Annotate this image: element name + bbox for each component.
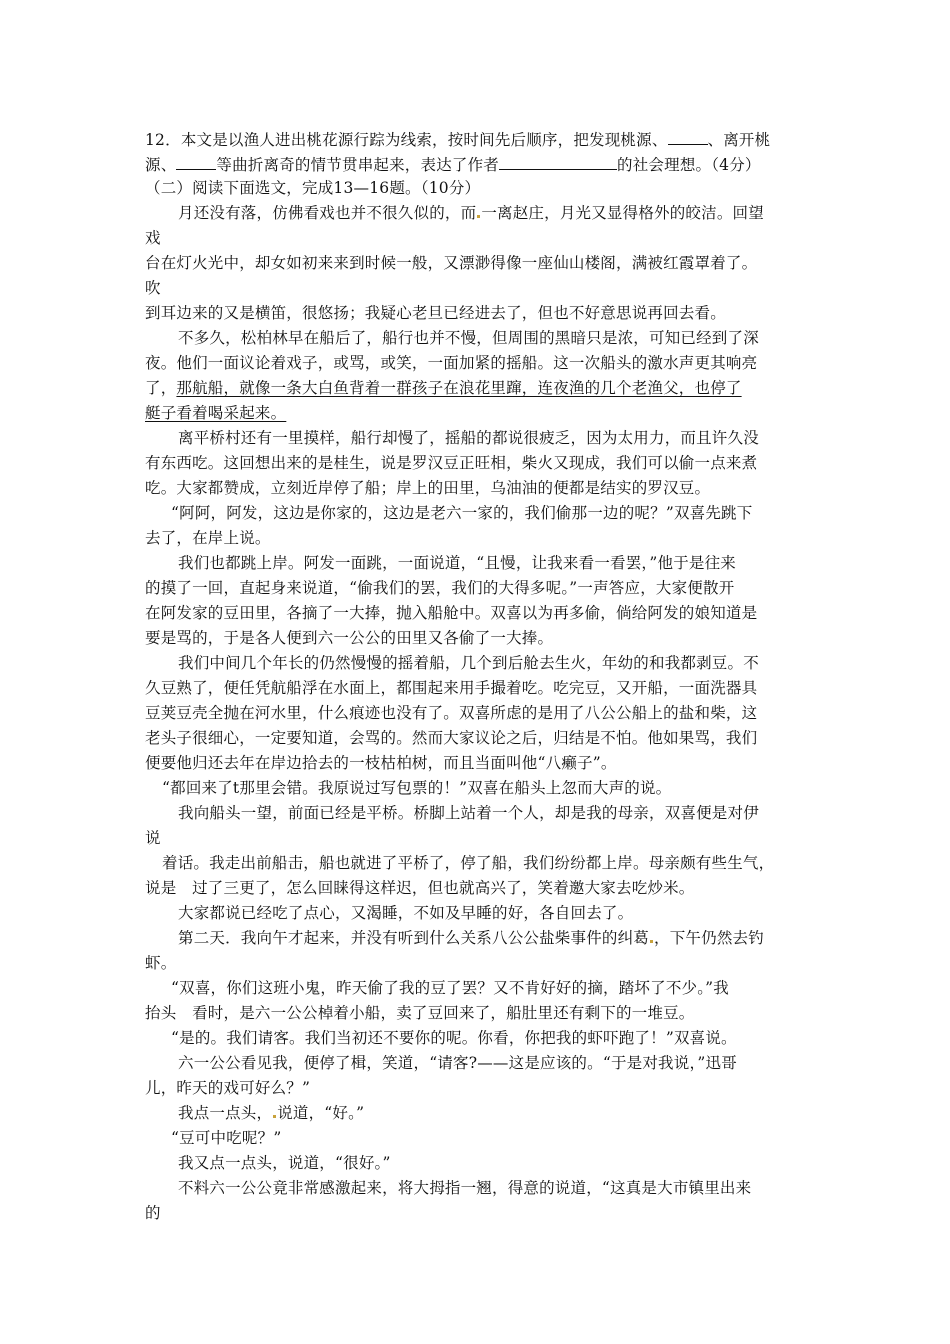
passage-line: 夜。他们一面议论着戏子，或骂，或笑，一面加紧的摇船。这一次船头的激水声更其响亮 [145, 354, 758, 372]
passage-line: 六一公公看见我，便停了楫，笑道，“请客?——这是应该的。“于是对我说，”迅哥 [178, 1054, 737, 1072]
passage-line: 便要他归还去年在岸边拾去的一枝枯柏树，而且当面叫他“八癞子”。 [145, 754, 617, 772]
passage-line: 说是 过了三更了，怎么回睐得这样迟，但也就高兴了，笑着邀大家去吃炒米。 [145, 879, 695, 897]
passage-line: 说 [145, 829, 161, 847]
passage-line [178, 203, 764, 223]
passage-line: 的摸了一回，直起身来说道，“偷我们的罢，我们的大得多呢。”一声答应，大家便散开 [145, 579, 735, 597]
passage-line: 吹 [145, 279, 161, 297]
question-12-text-a: 12．本文是以渔人进出桃花源行踪为线索，按时间先后顺序，把发现桃源、 [145, 131, 668, 149]
dot-mark [477, 215, 480, 218]
passage-line: 抬头 看时，是六一公公棹着小船，卖了豆回来了，船肚里还有剩下的一堆豆。 [145, 1004, 695, 1022]
passage-line: 到耳边来的又是横笛，很悠扬；我疑心老旦已经进去了，但也不好意思说再回去看。 [145, 304, 726, 322]
question-12-text-e: 的社会理想。（4分） [617, 156, 761, 174]
passage-line [145, 378, 742, 398]
passage-line: 老头子很细心，一定要知道，会骂的。然而大家议论之后，归结是不怕。他如果骂，我们 [145, 729, 758, 747]
passage-line: 去了，在岸上说。 [145, 529, 271, 547]
passage-line: 不多久，松柏林早在船后了，船行也并不慢，但周围的黑暗只是浓，可知已经到了深 [178, 329, 759, 347]
passage-text: 月还没有落，仿佛看戏也并不很久似的，而 [178, 204, 477, 222]
passage-line: 儿，昨天的戏可好么？” [145, 1079, 311, 1097]
passage-line: 我们中间几个年长的仍然慢慢的摇着船，几个到后舱去生火，年幼的和我都剥豆。不 [178, 654, 759, 672]
passage-line: 我又点一点头，说道，“很好。” [178, 1154, 391, 1172]
answer-blank-1[interactable] [668, 130, 708, 145]
underlined-sentence: 那航船，就像一条大白鱼背着一群孩子在浪花里蹿，连夜渔的几个老渔父，也停了 [176, 379, 742, 397]
question-12-line-1 [145, 130, 770, 150]
passage-text: 第二天．我向午才起来，并没有听到什么关系八公公盐柴事件的纠葛 [178, 929, 650, 947]
passage-line [178, 1103, 364, 1123]
passage-line: 要是骂的，于是各人便到六一公公的田里又各偷了一大捧。 [145, 629, 554, 647]
passage-line: “豆可中吃呢？” [171, 1129, 282, 1147]
passage-line: 的 [145, 1204, 161, 1222]
question-12-text-c: 源、 [145, 156, 177, 174]
passage-line: 不料六一公公竟非常感激起来，将大拇指一翘，得意的说道，“这真是大市镇里出来 [178, 1179, 752, 1197]
passage-line: 着话。我走出前船击，船也就进了平桥了，停了船，我们纷纷都上岸。母亲颇有些生气， [162, 854, 775, 872]
underlined-sentence: 艇子看着喝采起来。 [145, 404, 287, 422]
passage-line: 我向船头一望，前面已经是平桥。桥脚上站着一个人，却是我的母亲，双喜便是对伊 [178, 804, 759, 822]
passage-text: 说道，“好。” [277, 1104, 365, 1122]
passage-line: 有东西吃。这回想出来的是桂生，说是罗汉豆正旺相，柴火又现成，我们可以偷一点来煮 [145, 454, 758, 472]
passage-line: 虾。 [145, 954, 177, 972]
passage-line: 大家都说已经吃了点心，又渴睡，不如及早睡的好，各自回去了。 [178, 904, 634, 922]
passage-text: 一离赵庄，月光又显得格外的皎洁。回望 [481, 204, 764, 222]
passage-line: “双喜，你们这班小鬼，昨天偷了我的豆了罢？又不肯好好的摘，踏坏了不少。”我 [171, 979, 730, 997]
passage-line: 台在灯火光中，却女如初来来到时候一般，又漂渺得像一座仙山楼阁，满被红霞罩着了。 [145, 254, 758, 272]
answer-blank-2[interactable] [176, 155, 216, 170]
passage-line: 我们也都跳上岸。阿发一面跳，一面说道，“且慢，让我来看一看罢，”他于是往来 [178, 554, 737, 572]
passage-line: 豆荚豆壳全抛在河水里，什么痕迹也没有了。双喜所虑的是用了八公公船上的盐和柴，这 [145, 704, 758, 722]
question-12-text-b: 、离开桃 [707, 131, 771, 149]
passage-text: 了， [145, 379, 177, 397]
passage-text: ，下午仍然去钓 [654, 929, 764, 947]
dot-mark [273, 1115, 276, 1118]
passage-line: 久豆熟了，便任凭航船浮在水面上，都围起来用手撮着吃。吃完豆，又开船，一面洗器具 [145, 679, 758, 697]
section-2-header: （二）阅读下面选文，完成13—16题。（10分） [145, 179, 481, 197]
answer-blank-3[interactable] [499, 155, 617, 170]
passage-line: 在阿发家的豆田里，各摘了一大捧，抛入船舱中。双喜以为再多偷，倘给阿发的娘知道是 [145, 604, 758, 622]
passage-line: 离平桥村还有一里摸样，船行却慢了，摇船的都说很疲乏，因为太用力，而且许久没 [178, 429, 759, 447]
passage-line: “是的。我们请客。我们当初还不要你的呢。你看，你把我的虾吓跑了！”双喜说。 [171, 1029, 737, 1047]
dot-mark [650, 940, 653, 943]
question-12-line-2 [145, 155, 761, 175]
passage-line [145, 403, 286, 423]
passage-line: “都回来了t那里会错。我原说过写包票的！”双喜在船头上忽而大声的说。 [162, 779, 672, 797]
passage-line: “阿阿，阿发，这边是你家的，这边是老六一家的，我们偷那一边的呢？”双喜先跳下 [171, 504, 753, 522]
question-12-text-d: 等曲折离奇的情节贯串起来，表达了作者 [216, 156, 500, 174]
passage-line: 戏 [145, 229, 161, 247]
passage-text: 我点一点头， [178, 1104, 273, 1122]
passage-line: 吃。大家都赞成，立刻近岸停了船；岸上的田里，乌油油的便都是结实的罗汉豆。 [145, 479, 711, 497]
passage-line [178, 928, 764, 948]
